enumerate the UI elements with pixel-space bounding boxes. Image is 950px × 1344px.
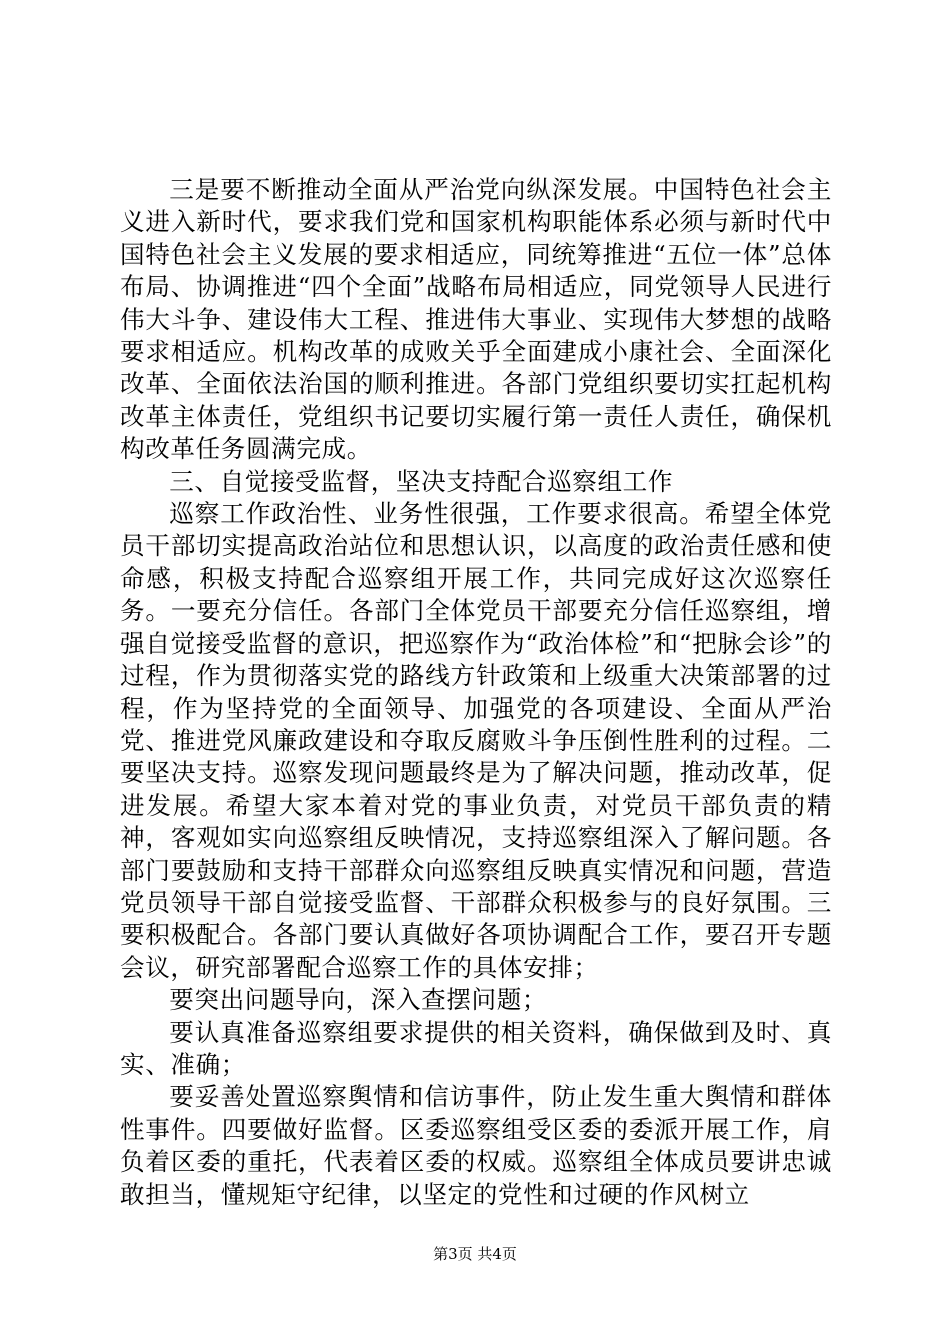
paragraph-problem-orientation: 要突出问题导向，深入查摆问题； xyxy=(169,985,548,1015)
paragraph-deepen-party-governance: 三是要不断推动全面从严治党向纵深发展。中国特色社会主义进入新时代，要求我们党和国家机构职能体系必须与新时代中国特色社会主义发展的要求相适应，同统筹推进“五位一体”总体布局、协调推进“四个全面”战略布局相适应，同党领导人民进行伟大斗争、建设伟大工程、推进伟大事业、实现伟大梦想的战略要求相适应。机构改革的成败关乎全面建成小康社会、全面深化改革、全面依法治国的顺利推进。各部门党组织要切实扛起机构改革主体责任，党组织书记要切实履行第一责任人责任，确保机构改革任务圆满完成。 xyxy=(120,175,832,464)
paragraph-prepare-materials: 要认真准备巡察组要求提供的相关资料，确保做到及时、真实、准确； xyxy=(120,1017,832,1079)
document-body xyxy=(120,174,832,1211)
section-heading-accept-supervision: 三、自觉接受监督，坚决支持配合巡察组工作 xyxy=(169,466,674,496)
paragraph-inspection-work: 巡察工作政治性、业务性很强，工作要求很高。希望全体党员干部切实提高政治站位和思想认识，以高度的政治责任感和使命感，积极支持配合巡察组开展工作，共同完成好这次巡察任务。一要充分信任。各部门全体党员干部要充分信任巡察组，增强自觉接受监督的意识，把巡察作为“政治体检”和“把脉会诊”的过程，作为贯彻落实党的路线方针政策和上级重大决策部署的过程，作为坚持党的全面领导、加强党的各项建设、全面从严治党、推进党风廉政建设和夺取反腐败斗争压倒性胜利的过程。二要坚决支持。巡察发现问题最终是为了解决问题，推动改革，促进发展。希望大家本着对党的事业负责，对党员干部负责的精神，客观如实向巡察组反映情况，支持巡察组深入了解问题。各部门要鼓励和支持干部群众向巡察组反映真实情况和问题，营造党员领导干部自觉接受监督、干部群众积极参与的良好氛围。三要积极配合。各部门要认真做好各项协调配合工作，要召开专题会议，研究部署配合巡察工作的具体安排； xyxy=(120,499,832,982)
page-number-footer: 第3页 共4页 xyxy=(433,1245,517,1263)
paragraph-handle-public-opinion: 要妥善处置巡察舆情和信访事件，防止发生重大舆情和群体性事件。四要做好监督。区委巡察组受区委的委派开展工作，肩负着区委的重托，代表着区委的权威。巡察组全体成员要讲忠诚敢担当，懂规矩守纪律，以坚定的党性和过硬的作风树立 xyxy=(120,1082,832,1209)
